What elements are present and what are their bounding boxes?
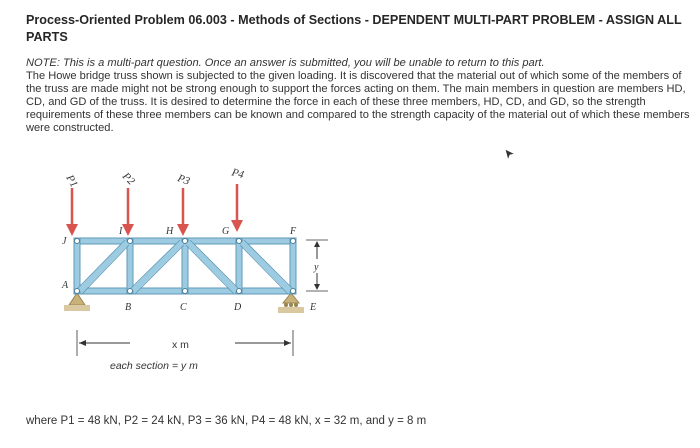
node-label-d: D	[234, 302, 242, 313]
node-label-f: F	[290, 226, 297, 237]
truss-diagram	[40, 160, 370, 390]
load-label-p2: P2	[119, 170, 138, 188]
node-label-j: J	[62, 236, 67, 247]
mouse-cursor-icon	[504, 148, 516, 167]
roller-support-icon	[278, 293, 304, 313]
pin-support-icon	[64, 293, 90, 311]
load-label-p3: P3	[175, 172, 192, 188]
load-arrow-p2	[122, 188, 134, 236]
load-label-p4: P4	[230, 166, 246, 182]
note-body: The Howe bridge truss shown is subjected to the given loading. It is discovered that the material out of which some of the members of the truss are made might not be strong enough to support the forces acting on them. The main members in question are members HD, CD, and GD of the truss. It is desired to determine the force in each of these three members, HD, CD, and GD, so the strength requirements of these three members can be known and compared to the strength capacity of the material out of which these members were constructed.	[26, 70, 690, 135]
member-hd	[188, 242, 236, 291]
problem-note	[26, 57, 692, 136]
node-label-b: B	[125, 302, 132, 313]
note-warning: NOTE: This is a multi-part question. Once an answer is submitted, you will be unable to return to this part.	[26, 57, 545, 69]
height-label: y	[314, 262, 319, 273]
span-label: x m	[172, 339, 189, 351]
section-label: each section = y m	[110, 360, 198, 372]
node-label-a: A	[62, 280, 69, 291]
node-label-i: I	[119, 226, 123, 237]
problem-title: Process-Oriented Problem 06.003 - Methods of Sections - DEPENDENT MULTI-PART PROBLEM - ASSIGN ALL PARTS	[26, 13, 682, 44]
load-label-p1: P1	[63, 172, 80, 190]
member-ai	[80, 242, 127, 291]
node-label-h: H	[166, 226, 174, 237]
node-label-g: G	[222, 226, 230, 237]
truss-figure	[40, 160, 370, 390]
member-ef	[290, 238, 296, 294]
node-label-c: C	[180, 302, 187, 313]
member-ge	[242, 242, 290, 291]
load-arrows	[66, 184, 243, 236]
load-arrow-p3	[177, 188, 189, 236]
member-aj	[74, 238, 80, 294]
member-bh	[133, 242, 182, 291]
load-arrow-p4	[231, 184, 243, 232]
load-arrow-p1	[66, 188, 78, 236]
node-label-e: E	[310, 302, 317, 313]
given-values: where P1 = 48 kN, P2 = 24 kN, P3 = 36 kN, P4 = 48 kN, x = 32 m, and y = 8 m	[26, 415, 427, 427]
